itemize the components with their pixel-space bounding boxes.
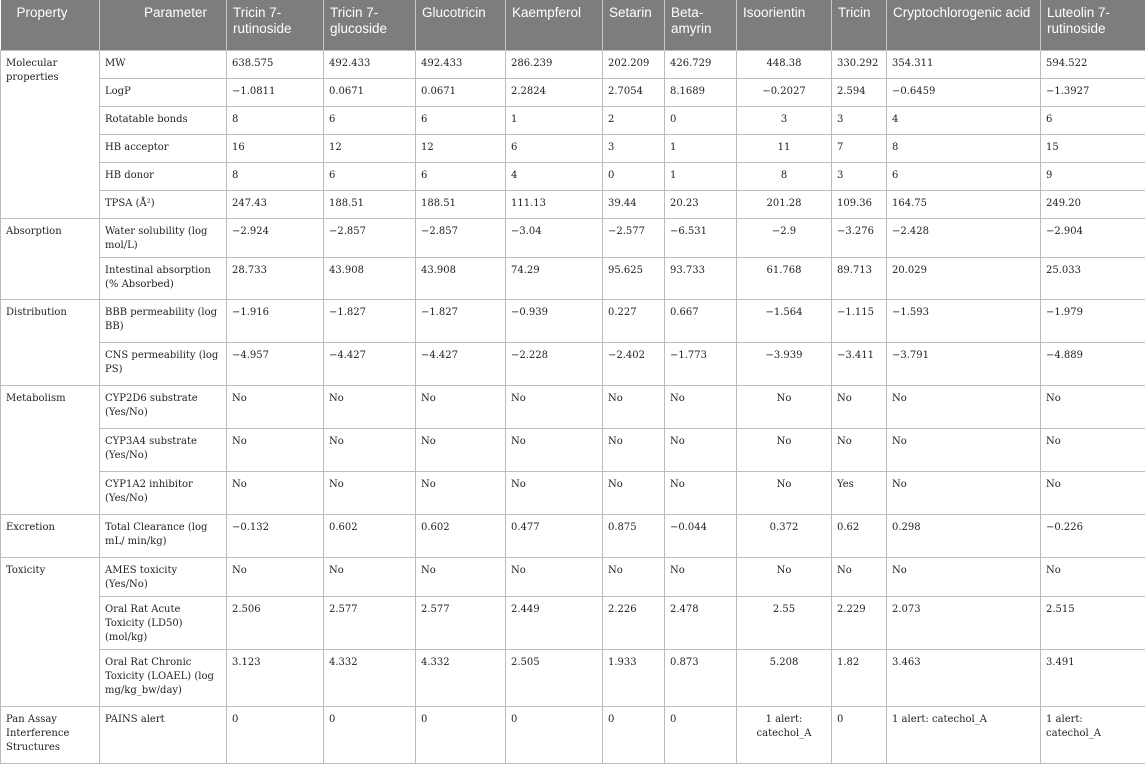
value-cell: 2.594: [832, 79, 887, 107]
value-cell: −3.411: [832, 343, 887, 386]
header-compound: Glucotricin: [416, 0, 506, 51]
value-cell: 2.229: [832, 597, 887, 650]
value-cell: 0.602: [416, 515, 506, 558]
value-cell: 0: [603, 707, 665, 764]
value-cell: No: [1041, 429, 1145, 472]
value-cell: 8: [227, 163, 324, 191]
value-cell: −2.857: [324, 219, 416, 258]
value-cell: −3.04: [506, 219, 603, 258]
table-row: [1, 107, 1145, 135]
value-cell: 492.433: [324, 51, 416, 79]
value-cell: 0.667: [665, 300, 737, 343]
value-cell: −2.857: [416, 219, 506, 258]
value-cell: 330.292: [832, 51, 887, 79]
value-cell: 2.073: [887, 597, 1041, 650]
value-cell: 12: [416, 135, 506, 163]
value-cell: −6.531: [665, 219, 737, 258]
value-cell: 0.298: [887, 515, 1041, 558]
value-cell: 11: [737, 135, 832, 163]
value-cell: 20.029: [887, 258, 1041, 300]
value-cell: −0.6459: [887, 79, 1041, 107]
value-cell: −2.402: [603, 343, 665, 386]
header-property: Property: [1, 0, 100, 51]
value-cell: 0: [416, 707, 506, 764]
table-row: [1, 429, 1145, 472]
value-cell: 1 alert: catechol_A: [1041, 707, 1145, 764]
property-cell: Excretion: [1, 515, 100, 558]
value-cell: 2.478: [665, 597, 737, 650]
value-cell: 0.602: [324, 515, 416, 558]
value-cell: 6: [887, 163, 1041, 191]
value-cell: −1.593: [887, 300, 1041, 343]
value-cell: No: [887, 558, 1041, 597]
parameter-cell: TPSA (Å²): [100, 191, 227, 219]
value-cell: −1.979: [1041, 300, 1145, 343]
table-row: [1, 650, 1145, 707]
value-cell: 1: [665, 163, 737, 191]
parameter-cell: Rotatable bonds: [100, 107, 227, 135]
value-cell: 2.515: [1041, 597, 1145, 650]
value-cell: −2.228: [506, 343, 603, 386]
value-cell: 95.625: [603, 258, 665, 300]
value-cell: No: [603, 386, 665, 429]
table-row: [1, 219, 1145, 258]
header-compound: Tricin: [832, 0, 887, 51]
value-cell: 4.332: [324, 650, 416, 707]
value-cell: 0: [506, 707, 603, 764]
header-compound: Setarin: [603, 0, 665, 51]
value-cell: −0.132: [227, 515, 324, 558]
value-cell: 1 alert: catechol_A: [737, 707, 832, 764]
value-cell: No: [832, 429, 887, 472]
value-cell: 0: [832, 707, 887, 764]
value-cell: 3.123: [227, 650, 324, 707]
table-row: [1, 51, 1145, 79]
value-cell: 109.36: [832, 191, 887, 219]
header-compound: Tricin 7-glucoside: [324, 0, 416, 51]
value-cell: 0: [603, 163, 665, 191]
parameter-cell: CYP3A4 substrate (Yes/No): [100, 429, 227, 472]
value-cell: 3.491: [1041, 650, 1145, 707]
value-cell: 0: [324, 707, 416, 764]
table-row: [1, 135, 1145, 163]
value-cell: 15: [1041, 135, 1145, 163]
value-cell: No: [603, 472, 665, 515]
table-body: [1, 51, 1145, 764]
value-cell: −1.3927: [1041, 79, 1145, 107]
parameter-cell: CYP1A2 inhibitor (Yes/No): [100, 472, 227, 515]
value-cell: 188.51: [416, 191, 506, 219]
value-cell: No: [603, 429, 665, 472]
value-cell: −0.226: [1041, 515, 1145, 558]
parameter-cell: Oral Rat Acute Toxicity (LD50) (mol/kg): [100, 597, 227, 650]
table-row: [1, 707, 1145, 764]
value-cell: 6: [324, 107, 416, 135]
value-cell: 74.29: [506, 258, 603, 300]
value-cell: 16: [227, 135, 324, 163]
header-compound: Tricin 7-rutinoside: [227, 0, 324, 51]
value-cell: 0.0671: [416, 79, 506, 107]
value-cell: −1.916: [227, 300, 324, 343]
header-parameter: Parameter: [100, 0, 227, 51]
value-cell: 354.311: [887, 51, 1041, 79]
table-row: [1, 515, 1145, 558]
value-cell: 0.875: [603, 515, 665, 558]
value-cell: No: [324, 472, 416, 515]
value-cell: 1 alert: catechol_A: [887, 707, 1041, 764]
value-cell: 1: [665, 135, 737, 163]
value-cell: 3: [832, 107, 887, 135]
value-cell: 8: [227, 107, 324, 135]
value-cell: No: [506, 429, 603, 472]
value-cell: No: [665, 472, 737, 515]
value-cell: 2.7054: [603, 79, 665, 107]
value-cell: No: [887, 429, 1041, 472]
value-cell: No: [887, 472, 1041, 515]
value-cell: No: [416, 429, 506, 472]
value-cell: −0.2027: [737, 79, 832, 107]
value-cell: 28.733: [227, 258, 324, 300]
value-cell: −0.044: [665, 515, 737, 558]
value-cell: 2.506: [227, 597, 324, 650]
value-cell: 0.227: [603, 300, 665, 343]
header-compound: Cryptochlorogenic acid: [887, 0, 1041, 51]
value-cell: 111.13: [506, 191, 603, 219]
value-cell: 6: [1041, 107, 1145, 135]
value-cell: No: [324, 386, 416, 429]
value-cell: 6: [324, 163, 416, 191]
property-cell: Molecular properties: [1, 51, 100, 219]
value-cell: 2.505: [506, 650, 603, 707]
parameter-cell: Total Clearance (log mL/ min/kg): [100, 515, 227, 558]
value-cell: No: [737, 386, 832, 429]
value-cell: 286.239: [506, 51, 603, 79]
parameter-cell: CYP2D6 substrate (Yes/No): [100, 386, 227, 429]
value-cell: No: [832, 386, 887, 429]
value-cell: −2.924: [227, 219, 324, 258]
value-cell: −4.427: [324, 343, 416, 386]
value-cell: 0.372: [737, 515, 832, 558]
value-cell: −2.428: [887, 219, 1041, 258]
value-cell: 0.0671: [324, 79, 416, 107]
value-cell: −3.276: [832, 219, 887, 258]
parameter-cell: Oral Rat Chronic Toxicity (LOAEL) (log mg/kg_bw/day): [100, 650, 227, 707]
value-cell: No: [227, 472, 324, 515]
value-cell: No: [1041, 558, 1145, 597]
value-cell: 164.75: [887, 191, 1041, 219]
header-compound: Beta-amyrin: [665, 0, 737, 51]
value-cell: 426.729: [665, 51, 737, 79]
value-cell: 594.522: [1041, 51, 1145, 79]
table-row: [1, 597, 1145, 650]
value-cell: No: [737, 472, 832, 515]
value-cell: −2.577: [603, 219, 665, 258]
value-cell: 3: [832, 163, 887, 191]
property-cell: Distribution: [1, 300, 100, 386]
value-cell: −4.889: [1041, 343, 1145, 386]
parameter-cell: Intestinal absorption (% Absorbed): [100, 258, 227, 300]
header-compound: Kaempferol: [506, 0, 603, 51]
parameter-cell: MW: [100, 51, 227, 79]
value-cell: −1.827: [416, 300, 506, 343]
value-cell: No: [603, 558, 665, 597]
parameter-cell: AMES toxicity (Yes/No): [100, 558, 227, 597]
value-cell: 9: [1041, 163, 1145, 191]
value-cell: 8: [887, 135, 1041, 163]
value-cell: −3.791: [887, 343, 1041, 386]
table-row: [1, 343, 1145, 386]
value-cell: −1.0811: [227, 79, 324, 107]
value-cell: 6: [416, 163, 506, 191]
value-cell: 4: [887, 107, 1041, 135]
value-cell: 20.23: [665, 191, 737, 219]
value-cell: No: [227, 558, 324, 597]
value-cell: 0.477: [506, 515, 603, 558]
value-cell: −4.427: [416, 343, 506, 386]
value-cell: 201.28: [737, 191, 832, 219]
table-row: [1, 386, 1145, 429]
parameter-cell: LogP: [100, 79, 227, 107]
value-cell: No: [416, 386, 506, 429]
value-cell: No: [665, 429, 737, 472]
property-cell: Absorption: [1, 219, 100, 300]
value-cell: 2.577: [324, 597, 416, 650]
value-cell: No: [324, 558, 416, 597]
value-cell: 202.209: [603, 51, 665, 79]
header-compound: Luteolin 7-rutinoside: [1041, 0, 1145, 51]
table-row: [1, 191, 1145, 219]
value-cell: No: [506, 472, 603, 515]
value-cell: −2.9: [737, 219, 832, 258]
value-cell: 1.82: [832, 650, 887, 707]
value-cell: 93.733: [665, 258, 737, 300]
value-cell: No: [665, 386, 737, 429]
parameter-cell: HB acceptor: [100, 135, 227, 163]
parameter-cell: CNS permeability (log PS): [100, 343, 227, 386]
value-cell: No: [506, 558, 603, 597]
value-cell: 2.2824: [506, 79, 603, 107]
value-cell: 448.38: [737, 51, 832, 79]
value-cell: 0.873: [665, 650, 737, 707]
value-cell: 249.20: [1041, 191, 1145, 219]
value-cell: No: [227, 429, 324, 472]
table-row: [1, 163, 1145, 191]
value-cell: No: [832, 558, 887, 597]
table-row: [1, 258, 1145, 300]
parameter-cell: BBB permeability (log BB): [100, 300, 227, 343]
value-cell: −3.939: [737, 343, 832, 386]
value-cell: No: [416, 558, 506, 597]
value-cell: 6: [506, 135, 603, 163]
value-cell: No: [1041, 472, 1145, 515]
table-row: [1, 79, 1145, 107]
value-cell: 39.44: [603, 191, 665, 219]
parameter-cell: HB donor: [100, 163, 227, 191]
value-cell: 43.908: [324, 258, 416, 300]
value-cell: 7: [832, 135, 887, 163]
value-cell: 188.51: [324, 191, 416, 219]
value-cell: 61.768: [737, 258, 832, 300]
table-row: [1, 300, 1145, 343]
value-cell: −2.904: [1041, 219, 1145, 258]
value-cell: 638.575: [227, 51, 324, 79]
value-cell: 2.226: [603, 597, 665, 650]
value-cell: −1.564: [737, 300, 832, 343]
value-cell: −0.939: [506, 300, 603, 343]
value-cell: 8: [737, 163, 832, 191]
value-cell: 3: [737, 107, 832, 135]
value-cell: 1.933: [603, 650, 665, 707]
value-cell: 3: [603, 135, 665, 163]
value-cell: 6: [416, 107, 506, 135]
value-cell: 492.433: [416, 51, 506, 79]
value-cell: 0: [665, 107, 737, 135]
value-cell: 0: [665, 707, 737, 764]
value-cell: No: [506, 386, 603, 429]
value-cell: No: [324, 429, 416, 472]
value-cell: No: [737, 429, 832, 472]
value-cell: 0: [227, 707, 324, 764]
value-cell: 247.43: [227, 191, 324, 219]
value-cell: −1.773: [665, 343, 737, 386]
table-row: [1, 558, 1145, 597]
value-cell: Yes: [832, 472, 887, 515]
value-cell: No: [1041, 386, 1145, 429]
value-cell: 5.208: [737, 650, 832, 707]
value-cell: 2: [603, 107, 665, 135]
value-cell: 43.908: [416, 258, 506, 300]
table-row: [1, 472, 1145, 515]
value-cell: 4.332: [416, 650, 506, 707]
header-compound: Isoorientin: [737, 0, 832, 51]
parameter-cell: Water solubility (log mol/L): [100, 219, 227, 258]
value-cell: 0.62: [832, 515, 887, 558]
value-cell: No: [887, 386, 1041, 429]
value-cell: No: [227, 386, 324, 429]
property-cell: Pan Assay Interference Structures: [1, 707, 100, 764]
value-cell: 89.713: [832, 258, 887, 300]
value-cell: No: [737, 558, 832, 597]
value-cell: 25.033: [1041, 258, 1145, 300]
value-cell: 2.449: [506, 597, 603, 650]
value-cell: 8.1689: [665, 79, 737, 107]
value-cell: 1: [506, 107, 603, 135]
value-cell: 2.55: [737, 597, 832, 650]
property-cell: Metabolism: [1, 386, 100, 515]
parameter-cell: PAINS alert: [100, 707, 227, 764]
value-cell: No: [665, 558, 737, 597]
property-cell: Toxicity: [1, 558, 100, 707]
value-cell: 12: [324, 135, 416, 163]
value-cell: 3.463: [887, 650, 1041, 707]
value-cell: −1.827: [324, 300, 416, 343]
value-cell: No: [416, 472, 506, 515]
value-cell: 2.577: [416, 597, 506, 650]
value-cell: −1.115: [832, 300, 887, 343]
value-cell: 4: [506, 163, 603, 191]
header-row: [1, 0, 1145, 51]
value-cell: −4.957: [227, 343, 324, 386]
